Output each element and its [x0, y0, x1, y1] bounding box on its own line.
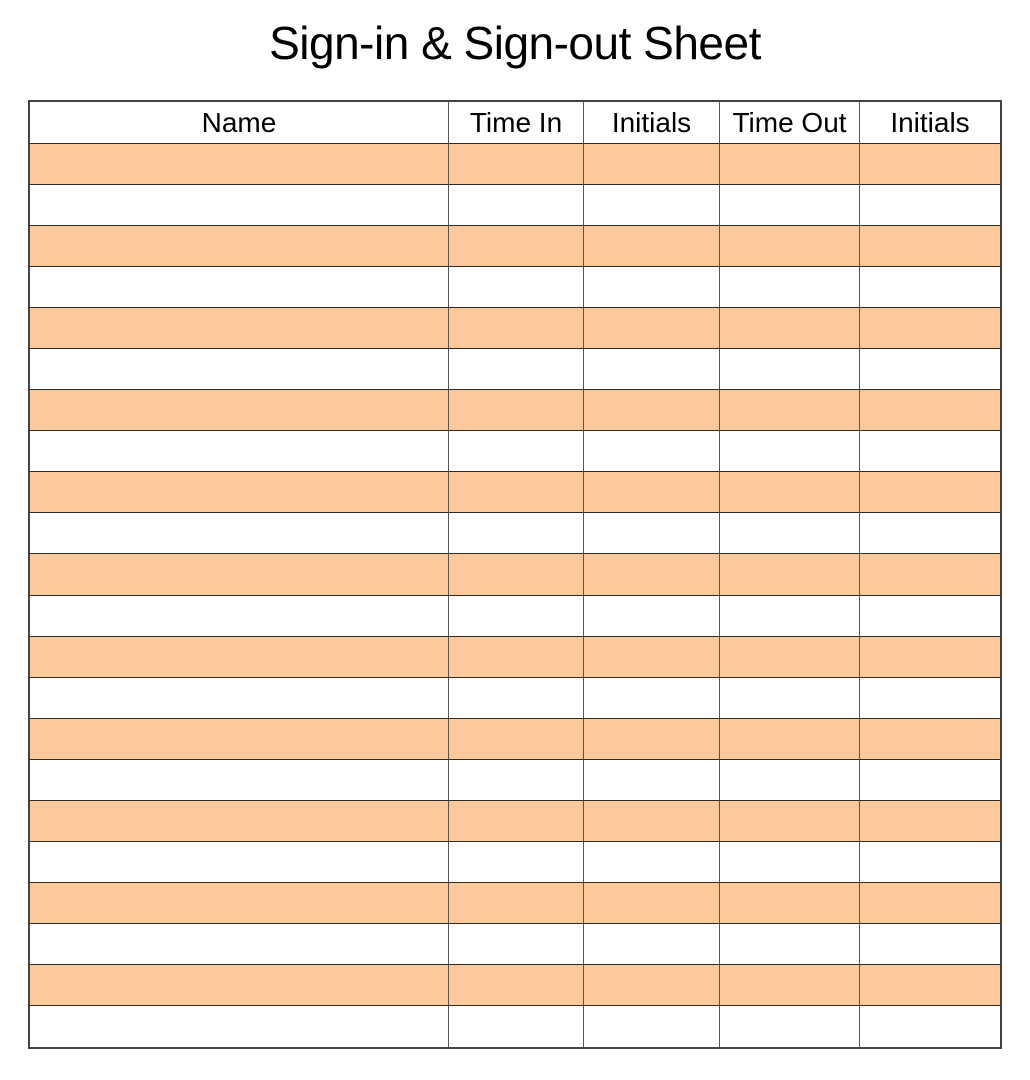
row-5-cell-time-in — [449, 308, 584, 349]
row-14-cell-name — [30, 678, 449, 719]
row-22-cell-initials-in — [584, 1006, 720, 1047]
row-5-cell-time-out — [720, 308, 860, 349]
row-18-cell-name — [30, 842, 449, 883]
row-17-cell-time-out — [720, 801, 860, 842]
row-8-cell-name — [30, 431, 449, 472]
row-21-cell-name — [30, 965, 449, 1006]
row-20-cell-initials-out — [860, 924, 1000, 965]
row-8-cell-time-out — [720, 431, 860, 472]
row-16-cell-name — [30, 760, 449, 801]
row-2-cell-name — [30, 185, 449, 226]
row-2-cell-time-out — [720, 185, 860, 226]
column-header-name: Name — [30, 102, 449, 144]
sheet-title: Sign-in & Sign-out Sheet — [269, 17, 761, 69]
row-10-cell-time-in — [449, 513, 584, 554]
row-12-cell-initials-out — [860, 596, 1000, 637]
row-21-cell-initials-in — [584, 965, 720, 1006]
row-22-cell-name — [30, 1006, 449, 1047]
row-15-cell-initials-out — [860, 719, 1000, 760]
row-22-cell-time-out — [720, 1006, 860, 1047]
row-8-cell-initials-in — [584, 431, 720, 472]
row-5-cell-initials-in — [584, 308, 720, 349]
row-18-cell-initials-in — [584, 842, 720, 883]
row-6-cell-time-in — [449, 349, 584, 390]
row-14-cell-time-in — [449, 678, 584, 719]
row-4-cell-initials-in — [584, 267, 720, 308]
row-19-cell-initials-in — [584, 883, 720, 924]
row-11-cell-name — [30, 554, 449, 595]
row-20-cell-time-in — [449, 924, 584, 965]
row-12-cell-name — [30, 596, 449, 637]
row-4-cell-time-in — [449, 267, 584, 308]
row-21-cell-time-out — [720, 965, 860, 1006]
row-14-cell-initials-in — [584, 678, 720, 719]
row-6-cell-initials-in — [584, 349, 720, 390]
row-3-cell-time-in — [449, 226, 584, 267]
row-7-cell-initials-in — [584, 390, 720, 431]
row-22-cell-time-in — [449, 1006, 584, 1047]
row-4-cell-initials-out — [860, 267, 1000, 308]
row-3-cell-time-out — [720, 226, 860, 267]
row-9-cell-time-out — [720, 472, 860, 513]
row-11-cell-time-out — [720, 554, 860, 595]
row-16-cell-initials-in — [584, 760, 720, 801]
row-19-cell-initials-out — [860, 883, 1000, 924]
row-12-cell-time-out — [720, 596, 860, 637]
row-16-cell-initials-out — [860, 760, 1000, 801]
row-6-cell-initials-out — [860, 349, 1000, 390]
column-header-time-out: Time Out — [720, 102, 860, 144]
column-header-initials-in: Initials — [584, 102, 720, 144]
row-17-cell-name — [30, 801, 449, 842]
row-10-cell-time-out — [720, 513, 860, 554]
row-13-cell-initials-in — [584, 637, 720, 678]
row-1-cell-time-in — [449, 144, 584, 185]
row-1-cell-initials-out — [860, 144, 1000, 185]
row-8-cell-initials-out — [860, 431, 1000, 472]
row-6-cell-name — [30, 349, 449, 390]
row-19-cell-time-in — [449, 883, 584, 924]
row-21-cell-initials-out — [860, 965, 1000, 1006]
column-header-initials-out: Initials — [860, 102, 1000, 144]
row-14-cell-time-out — [720, 678, 860, 719]
row-22-cell-initials-out — [860, 1006, 1000, 1047]
row-14-cell-initials-out — [860, 678, 1000, 719]
row-13-cell-initials-out — [860, 637, 1000, 678]
row-15-cell-initials-in — [584, 719, 720, 760]
row-7-cell-time-out — [720, 390, 860, 431]
row-9-cell-name — [30, 472, 449, 513]
row-1-cell-time-out — [720, 144, 860, 185]
row-20-cell-initials-in — [584, 924, 720, 965]
row-10-cell-initials-out — [860, 513, 1000, 554]
row-15-cell-time-in — [449, 719, 584, 760]
row-9-cell-time-in — [449, 472, 584, 513]
column-header-time-in: Time In — [449, 102, 584, 144]
row-11-cell-initials-out — [860, 554, 1000, 595]
row-19-cell-name — [30, 883, 449, 924]
row-10-cell-name — [30, 513, 449, 554]
row-21-cell-time-in — [449, 965, 584, 1006]
row-5-cell-initials-out — [860, 308, 1000, 349]
row-5-cell-name — [30, 308, 449, 349]
row-18-cell-initials-out — [860, 842, 1000, 883]
row-16-cell-time-out — [720, 760, 860, 801]
row-11-cell-time-in — [449, 554, 584, 595]
row-18-cell-time-out — [720, 842, 860, 883]
row-4-cell-name — [30, 267, 449, 308]
row-1-cell-initials-in — [584, 144, 720, 185]
row-18-cell-time-in — [449, 842, 584, 883]
row-11-cell-initials-in — [584, 554, 720, 595]
row-12-cell-initials-in — [584, 596, 720, 637]
row-20-cell-name — [30, 924, 449, 965]
row-7-cell-initials-out — [860, 390, 1000, 431]
row-9-cell-initials-out — [860, 472, 1000, 513]
row-3-cell-name — [30, 226, 449, 267]
row-13-cell-time-out — [720, 637, 860, 678]
row-7-cell-time-in — [449, 390, 584, 431]
row-4-cell-time-out — [720, 267, 860, 308]
row-2-cell-initials-out — [860, 185, 1000, 226]
row-8-cell-time-in — [449, 431, 584, 472]
row-16-cell-time-in — [449, 760, 584, 801]
row-20-cell-time-out — [720, 924, 860, 965]
sign-in-sheet-table — [28, 100, 1002, 1049]
row-2-cell-initials-in — [584, 185, 720, 226]
row-17-cell-time-in — [449, 801, 584, 842]
row-2-cell-time-in — [449, 185, 584, 226]
row-7-cell-name — [30, 390, 449, 431]
row-9-cell-initials-in — [584, 472, 720, 513]
row-6-cell-time-out — [720, 349, 860, 390]
row-1-cell-name — [30, 144, 449, 185]
row-15-cell-name — [30, 719, 449, 760]
row-3-cell-initials-in — [584, 226, 720, 267]
row-12-cell-time-in — [449, 596, 584, 637]
row-17-cell-initials-out — [860, 801, 1000, 842]
row-10-cell-initials-in — [584, 513, 720, 554]
row-3-cell-initials-out — [860, 226, 1000, 267]
row-17-cell-initials-in — [584, 801, 720, 842]
row-15-cell-time-out — [720, 719, 860, 760]
row-19-cell-time-out — [720, 883, 860, 924]
row-13-cell-time-in — [449, 637, 584, 678]
row-13-cell-name — [30, 637, 449, 678]
